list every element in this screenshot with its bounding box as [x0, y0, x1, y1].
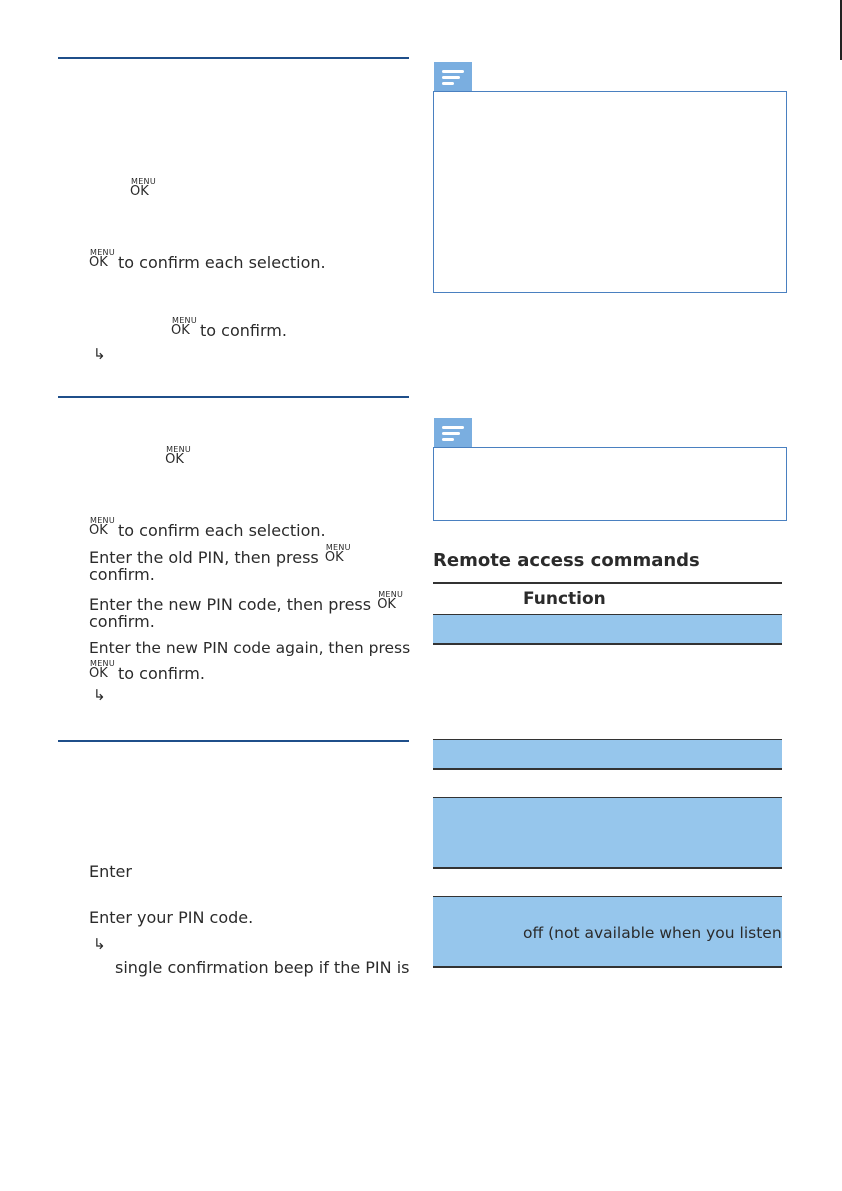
menu-ok-icon: MENU OK [171, 316, 197, 338]
table-row [433, 615, 782, 643]
table-row-rule [433, 867, 782, 869]
table-cell: off (not available when you listen [523, 924, 782, 942]
step-line: confirm. [89, 612, 155, 631]
step-line: MENU OK to confirm. [171, 316, 287, 340]
menu-ok-icon: MENU OK [324, 543, 351, 565]
note-box [433, 447, 787, 521]
note-box [433, 91, 787, 293]
step-line: MENU OK to confirm. [89, 659, 205, 683]
step-line: Enter [89, 862, 132, 881]
section-rule-3 [58, 740, 409, 742]
result-arrow-icon: ↳ [93, 686, 106, 704]
menu-ok-icon: MENU OK [89, 516, 115, 538]
table-row-rule [433, 768, 782, 770]
step-line: Enter the new PIN code again, then press [89, 639, 411, 657]
table-row [433, 740, 782, 768]
note-icon [434, 62, 472, 92]
section-rule-2 [58, 396, 409, 398]
table-row-rule [433, 643, 782, 645]
result-arrow-icon: ↳ [93, 935, 106, 953]
step-line: Enter the old PIN, then press MENU OK [89, 543, 354, 568]
menu-ok-icon: MENU OK [130, 177, 156, 199]
step-line: MENU OK to confirm each selection. [89, 248, 326, 272]
table-row [433, 798, 782, 867]
step-line: Enter your PIN code. [89, 908, 254, 927]
table-header-function: Function [523, 589, 606, 609]
table-bottom-rule [433, 966, 782, 968]
step-line: confirm. [89, 565, 155, 584]
table-top-rule [433, 582, 782, 584]
result-arrow-icon: ↳ [93, 345, 106, 363]
menu-ok-icon: MENU OK [165, 445, 192, 467]
step-line: MENU OK to confirm each selection. [89, 516, 326, 540]
step-line: single confirmation beep if the PIN is [115, 958, 410, 977]
section-heading: Remote access commands [433, 550, 700, 571]
section-rule-1 [58, 57, 409, 59]
note-icon [434, 418, 472, 448]
step-line: Enter the new PIN code, then press MENU OK [89, 590, 406, 615]
menu-ok-icon: MENU OK [377, 590, 404, 612]
menu-ok-icon: MENU OK [89, 659, 115, 681]
menu-ok-icon: MENU OK [89, 248, 115, 270]
